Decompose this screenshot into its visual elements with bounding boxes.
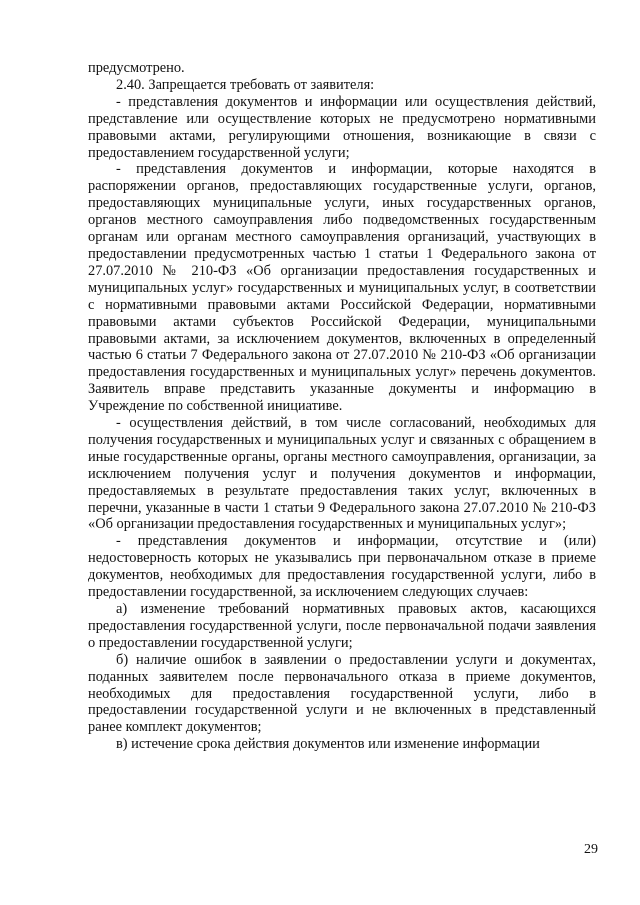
paragraph-item-1: - представления документов и информации или осуществления действий, представление или осуществление которых не предусмотрено нормативными правовыми актами, регулирующими отношения, возникающие в связи с предоставлением государственной услуги; bbox=[88, 93, 596, 161]
paragraph-continuation: предусмотрено. bbox=[88, 60, 185, 76]
page-number: 29 bbox=[584, 842, 598, 857]
paragraph-item-4: - представления документов и информации, отсутствие и (или) недостоверность которых не указывались при первоначальном отказе в приеме документов, необходимых для предоставления государственной услуги, либо в предоставлении государственной, за исключением следующих случаев: bbox=[88, 533, 596, 601]
paragraph-item-3: - осуществления действий, в том числе согласований, необходимых для получения государственных и муниципальных услуг и связанных с обращением в иные государственные органы, органы местного самоуправления, организации, за исключением получения услуг и получения документов и информации, предоставляемых в результате предоставления таких услуг, включенных в перечни, указанные в части 1 статьи 9 Федерального закона 27.07.2010 № 210-ФЗ «Об организации предоставления государственных и муниципальных услуг»; bbox=[88, 415, 596, 533]
paragraph-item-2: - представления документов и информации, которые находятся в распоряжении органов, предоставляющих государственные услуги, органов, предоставляющих муниципальные услуги, иных государственных органов, органов местного самоуправления либо подведомственных государственным органам или органам местного самоуправления организаций, участвующих в предоставлении предусмотренных частью 1 статьи 1 Федерального закона от 27.07.2010 № 210-ФЗ «Об организации предоставления государственных и муниципальных услуг» государственных и муниципальных услуг, в соответствии с нормативными правовыми актами Российской Федерации, нормативными правовыми актами субъектов Российской Федерации, муниципальными правовыми актами, за исключением документов, включенных в определенный частью 6 статьи 7 Федерального закона от 27.07.2010 № 210-ФЗ «Об организации предоставления государственных и муниципальных услуг» перечень документов. Заявитель вправе представить указанные документы и информацию в Учреждение по собственной инициативе. bbox=[88, 161, 596, 415]
paragraph-subitem-a: а) изменение требований нормативных правовых актов, касающихся предоставления государственной услуги, после первоначальной подачи заявления о предоставлении государственной услуги; bbox=[88, 601, 596, 651]
paragraph-section-2-40: 2.40. Запрещается требовать от заявителя: bbox=[116, 76, 375, 93]
paragraph-subitem-v: в) истечение срока действия документов или изменение информации bbox=[116, 736, 540, 753]
document-page bbox=[88, 60, 596, 753]
paragraph-subitem-b: б) наличие ошибок в заявлении о предоставлении услуги и документах, поданных заявителем после первоначального отказа в приеме документов, необходимых для предоставления государственной услуги, либо в предоставлении государственной услуги и не включенных в представленный ранее комплект документов; bbox=[88, 651, 596, 736]
